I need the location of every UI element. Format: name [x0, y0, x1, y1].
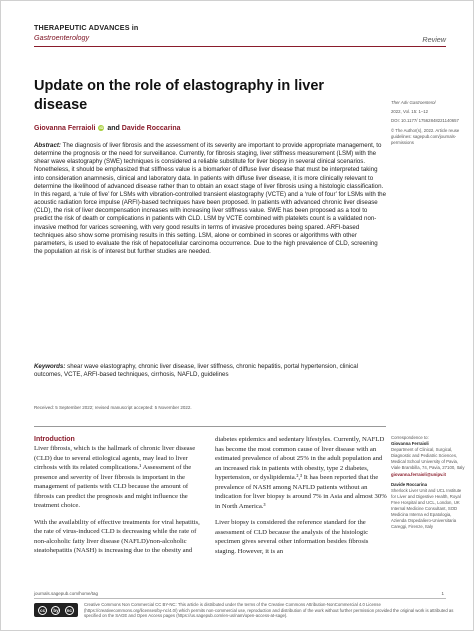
article-metadata [391, 100, 463, 149]
body-column-left [34, 435, 206, 563]
article-type: Review [422, 35, 446, 44]
correspondence-label: Correspondence to: [391, 435, 429, 440]
journal-name: THERAPEUTIC ADVANCES in [34, 23, 139, 32]
author-name[interactable]: Giovanna Ferraioli [34, 125, 96, 132]
header-divider [34, 46, 446, 47]
author-list [34, 125, 181, 132]
correspondence-affiliation: Sherlock Liver Unit and UCL Institute for Liver and Digestive Health, Royal Free Hospital and UCL, London, UK [391, 487, 462, 505]
paragraph: With the availability of effective treatments for viral hepatitis, the rate of virus-induced CLD is decreasing while the rate of non-alcoholic fatty liver disease (NAFLD)/non-alcoholic steatohepatitis (NASH) is increasing due to the obesity and [34, 518, 200, 555]
keywords-text: shear wave elastography, chronic liver disease, liver stiffness, chronic hepatitis, portal hypertension, clinical outcomes, VCTE, ARFI-based techniques, cirrhosis, NAFLD, guidelines [34, 363, 359, 379]
section-divider [34, 426, 386, 427]
paragraph: Liver biopsy is considered the reference standard for the assessment of CLD because the analysis of the histologic specimen gives several other information besides fibrosis staging. However, it is an [215, 519, 369, 556]
received-dates: Received: 5 September 2022; revised manuscript accepted: 5 November 2022. [34, 405, 192, 410]
cc-icon: cc [40, 607, 46, 613]
abstract-text: The diagnosis of liver fibrosis and the assessment of its severity are important to provide appropriate management, to determine the prognosis or the need for surveillance. Currently, for fibrosis staging, liver stiffness measurement (LSM) with the shear wave elastography (SWE) techniques is considered a reliable substitute for liver biopsy in several clinical scenarios. Nonetheless, it should be emphasized that stiffness value is a biomarker of diffuse liver disease that must be interpreted taking into consideration anamnesis, clinical and laboratory data. In patients with diffuse liver disease, it is more clinically relevant to determine the likelihood of advanced disease rather than to obtain an exact stage of liver fibrosis using a histologic classification. In this regard, a ‘rule of five’ for LSMs with vibration-controlled transient elastography (VCTE) and a ‘rule of four’ for LSMs with the acoustic radiation force impulse (ARFI)-based techniques have been proposed. In patients with advanced chronic liver disease (CLD), the risk of liver decompensation increases with increasing liver stiffness value. SWE has been proposed as a tool to predict the risk of death or complications in patients with CLD. LSM by VCTE combined with platelets count is a validated non-invasive method for varices screening, with very good results in terms of invasive procedures being spared. ARFI-based techniques also show some promising results in this setting. LSM, alone or combined in scores or algorithms with other parameters, is used to evaluate the risk of hepatocellular carcinoma occurrence. Due to the high prevalence of CLD, screening the population at risk is of interest but further studies are needed. [34, 142, 386, 256]
correspondence-name: Giovanna Ferraioli [391, 441, 429, 447]
author-connector: and [107, 125, 120, 132]
creative-commons-badge[interactable] [34, 603, 78, 617]
paragraph: Liver fibrosis, which is the hallmark of chronic liver disease (CLD) due to several etiological agents, may lead to liver cirrhosis with its related complications.¹ Assessment of the presence and severity of liver fibrosis is important in the management of patients with CLD because the amount of fibrosis can predict the prognosis and might influence the treatment choice. [34, 445, 196, 510]
correspondence-email[interactable]: giovanna.ferraioli@unipv.it [391, 471, 446, 477]
section-heading: Introduction [34, 436, 75, 443]
page-number: 1 [441, 591, 444, 596]
volume-info: 2022, Vol. 15: 1–12 [391, 109, 429, 115]
correspondence [391, 435, 467, 530]
journal-subtitle: Gastroenterology [34, 33, 90, 42]
article-title: Update on the role of elastography in liver disease [34, 78, 325, 113]
keywords [34, 363, 387, 379]
abstract [34, 142, 387, 256]
correspondence-name: Davide Roccarina [391, 481, 428, 487]
license-notice: Creative Commons Non Commercial CC BY-NC: This article is distributed under the terms of the Creative Commons Attribution-NonCommercial 4.0 License (https://creativecommons.org/licenses/by-nc/4.0/) which permits non-commercial use, reproduction and distribution of the work without further permission provided the original work is attributed as specified on the SAGE and Open Access pages (https://us.sagepub.com/en-us/nam/open-access-at-sage). [84, 602, 454, 619]
author-name[interactable]: Davide Roccarina [121, 125, 181, 132]
journal-header [34, 23, 446, 42]
nc-icon: nc [66, 607, 72, 613]
correspondence-affiliation: Department of Clinical, Surgical, Diagnostic and Pediatric Sciences, Medical School University of Pavia, Viale Brambilla, 74, Pavia, 27100, Italy [391, 447, 465, 471]
footer-divider [34, 598, 446, 599]
keywords-label: Keywords: [34, 363, 66, 370]
abstract-label: Abstract: [34, 142, 61, 149]
body-column-right [215, 435, 387, 564]
journal-url[interactable]: journals.sagepub.com/home/tag [34, 591, 99, 596]
by-icon: by [53, 607, 59, 613]
paragraph: diabetes epidemics and sedentary lifestyles. Currently, NAFLD has become the most common cause of liver disease with an estimated prevalence of about 25% in the adult population and an increased risk in patients with obesity, type 2 diabetes, hypertension, or dyslipidemia.²,³ It has been reported that the prevalence of NASH among NAFLD patients without an indication for liver biopsy is around 7% in Asia and almost 30% in North America.³ [215, 436, 387, 510]
doi[interactable]: DOI: 10.1177/ 17562848221140657 [391, 118, 459, 124]
orcid-icon[interactable]: iD [99, 125, 104, 130]
correspondence-affiliation: Internal Medicine Consultant, SOD Medicina Interna ed Epatologia, Azienda Ospedaliero-Universitaria Careggi, Firenze, Italy [391, 506, 458, 530]
copyright-notice: © The Author(s), 2022. Article reuse guidelines: sagepub.com/journals- permissions [391, 127, 460, 146]
journal-abbrev: Ther Adv Gastroenterol [391, 100, 436, 105]
